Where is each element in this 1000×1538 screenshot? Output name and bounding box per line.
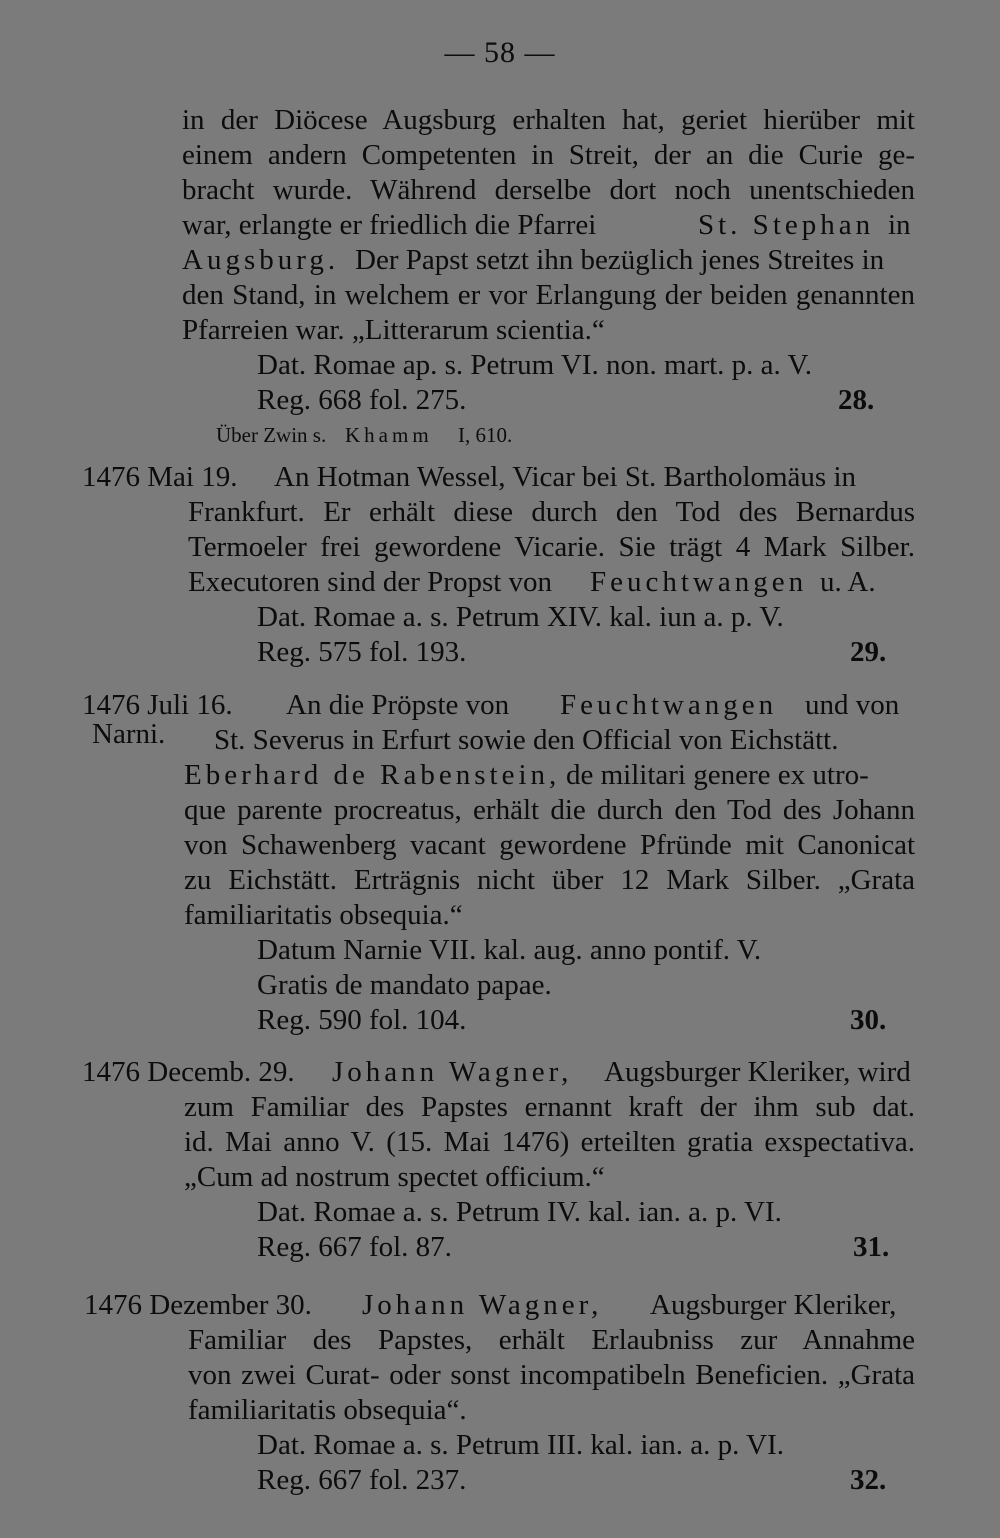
dating-line: Datum Narnie VII. kal. aug. anno pontif. V. [257,934,762,966]
entry-number: 30. [850,1004,887,1036]
footnote-name: Khamm [345,423,433,447]
text-line: in [888,209,911,241]
text-line: familiaritatis obsequia“. [188,1394,467,1426]
text-line: von Schawenberg vacant gewordene Pfründe mit Canonicat [184,829,915,861]
text-line: Pfarreien war. „Litterarum scientia.“ [182,314,605,346]
register-reference: Reg. 667 fol. 237. [257,1464,467,1496]
dating-line: Dat. Romae a. s. Petrum III. kal. ian. a. p. VI. [257,1429,784,1461]
dating-line: Dat. Romae a. s. Petrum IV. kal. ian. a. p. VI. [257,1196,782,1228]
footnote-text: Über Zwin s. [216,423,327,447]
text-line: Frankfurt. Er erhält diese durch den Tod des Bernardus [188,496,915,528]
entry-date: Narni. [92,718,166,750]
entry-date: 1476 Dezember 30. [84,1289,312,1321]
text-line: familiaritatis obsequia.“ [184,899,463,931]
text-line: An die Pröpste von [286,689,510,721]
entry-number: 32. [850,1464,887,1496]
text-line: u. A. [820,566,876,598]
register-reference: Reg. 667 fol. 87. [257,1231,452,1263]
text-line: Augsburger Kleriker, [650,1289,897,1321]
text-line: „Cum ad nostrum spectet officium.“ [184,1161,605,1193]
place-name: St. Stephan [698,209,875,241]
text-line: den Stand, in welchem er vor Erlangung der beiden genannten [182,279,915,311]
text-line: Familiar des Papstes, erhält Erlaubniss zur Annahme [188,1324,915,1356]
text-line: und von [805,689,900,721]
place-name: Augsburg. [182,244,340,276]
text-line: von zwei Curat- oder sonst incompatibeln Beneficien. „Grata [188,1359,915,1391]
dating-line: Dat. Romae a. s. Petrum XIV. kal. iun a. p. V. [257,601,784,633]
text-line: Executoren sind der Propst von [188,566,553,598]
entry-number: 28. [838,384,875,416]
text-line: Der Papst setzt ihn bezüglich jenes Streites in [355,244,885,276]
text-line: An Hotman Wessel, Vicar bei St. Bartholomäus in [274,461,857,493]
text-line: bracht wurde. Während derselbe dort noch unentschieden [182,174,915,206]
text-line: in der Diöcese Augsburg erhalten hat, geriet hierüber mit [182,104,915,136]
text-line: war, erlangte er friedlich die Pfarrei [182,209,597,241]
place-name: Feuchtwangen [590,566,808,598]
footnote-text: I, 610. [458,423,513,447]
register-reference: Reg. 668 fol. 275. [257,384,467,416]
register-reference: Reg. 575 fol. 193. [257,636,467,668]
text-line: Termoeler frei gewordene Vicarie. Sie trägt 4 Mark Silber. [188,531,915,563]
person-name: Johann Wagner, [332,1056,573,1088]
text-line: St. Severus in Erfurt sowie den Official von Eichstätt. [214,724,839,756]
text-line: de militari genere ex utro- [566,759,869,791]
dating-line: Dat. Romae ap. s. Petrum VI. non. mart. p. a. V. [257,349,812,381]
entry-date: 1476 Mai 19. [82,461,238,493]
entry-date: 1476 Juli 16. [82,689,233,721]
person-name: Johann Wagner, [362,1289,603,1321]
person-name: Eberhard de Rabenstein, [184,759,561,791]
page-number: — 58 — [444,36,556,69]
register-reference: Reg. 590 fol. 104. [257,1004,467,1036]
text-line: Gratis de mandato papae. [257,969,552,1001]
place-name: Feuchtwangen [560,689,778,721]
text-line: Augsburger Kleriker, wird [604,1056,911,1088]
text-line: einem andern Competenten in Streit, der an die Curie ge- [182,139,915,171]
text-line: zum Familiar des Papstes ernannt kraft der ihm sub dat. [184,1091,915,1123]
text-line: que parente procreatus, erhält die durch den Tod des Johann [184,794,915,826]
entry-number: 29. [850,636,887,668]
text-line: id. Mai anno V. (15. Mai 1476) erteilten gratia exspectativa. [184,1126,915,1158]
entry-number: 31. [853,1231,890,1263]
entry-date: 1476 Decemb. 29. [82,1056,295,1088]
text-line: zu Eichstätt. Erträgnis nicht über 12 Mark Silber. „Grata [184,864,915,896]
